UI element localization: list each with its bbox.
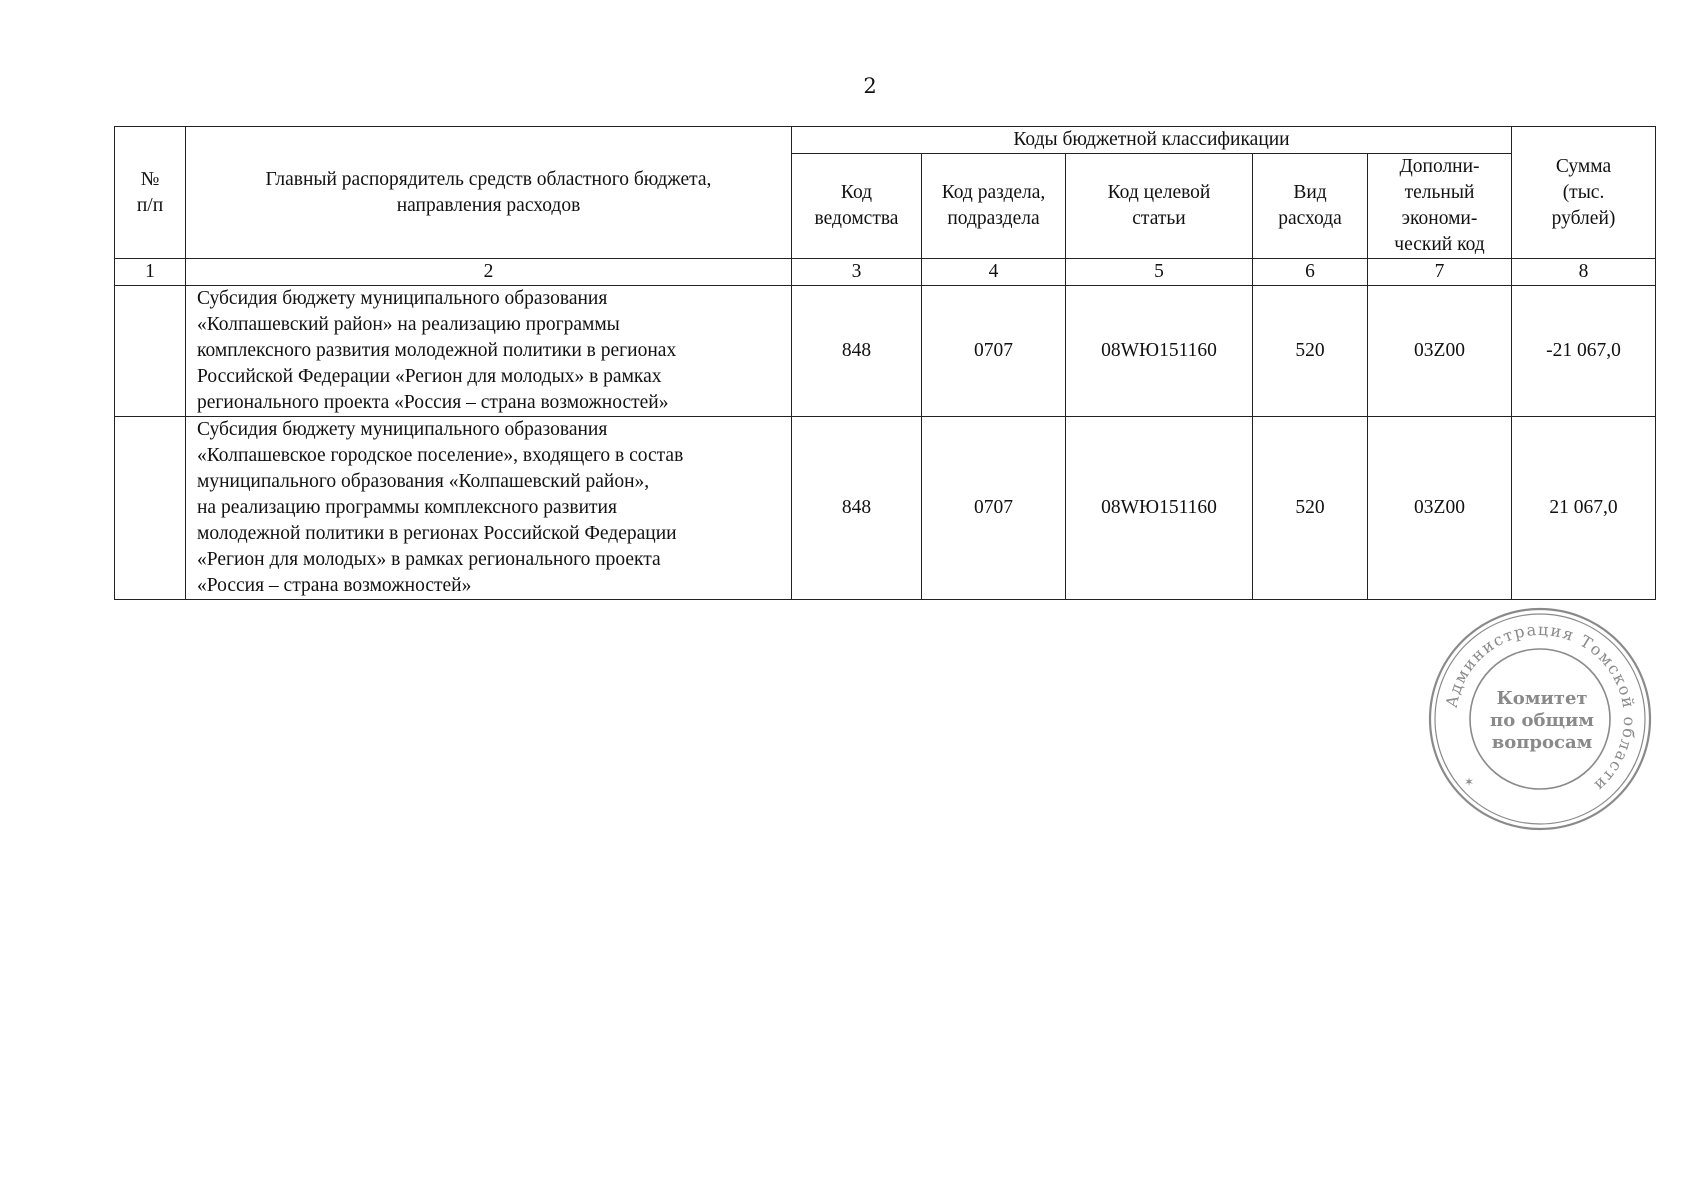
header-codes-group: Коды бюджетной классификации xyxy=(792,127,1512,154)
budget-table xyxy=(114,126,1656,600)
header-extra-code: Дополни- тельный экономи- ческий код xyxy=(1368,154,1512,259)
row-extra-code: 03Z00 xyxy=(1368,417,1512,600)
column-number: 7 xyxy=(1368,259,1512,286)
row-dept-code: 848 xyxy=(792,286,922,417)
row-number xyxy=(115,286,186,417)
stamp-center-line: по общим xyxy=(1490,710,1594,731)
header-expense-type: Вид расхода xyxy=(1253,154,1368,259)
row-section-code: 0707 xyxy=(922,417,1066,600)
row-description: Субсидия бюджету муниципального образования «Колпашевское городское поселение», входящего в состав муниципального образования «Колпашевский район», на реализацию программы комплексного развития молодежной политики в регионах Российской Федерации «Регион для молодых» в рамках регионального проекта «Россия – страна возможностей» xyxy=(186,417,792,600)
header-target-code: Код целевой статьи xyxy=(1066,154,1253,259)
column-number: 1 xyxy=(115,259,186,286)
row-expense-type: 520 xyxy=(1253,286,1368,417)
header-sum-column: Сумма (тыс. рублей) xyxy=(1512,127,1656,259)
row-target-code: 08WЮ151160 xyxy=(1066,417,1253,600)
header-number-column: № п/п xyxy=(115,127,186,259)
row-target-code: 08WЮ151160 xyxy=(1066,286,1253,417)
row-sum: 21 067,0 xyxy=(1512,417,1656,600)
header-name-column: Главный распорядитель средств областного бюджета, направления расходов xyxy=(186,127,792,259)
official-stamp xyxy=(1424,603,1656,835)
stamp-ring-text: Администрация Томской области xyxy=(1441,619,1640,796)
stamp-star-icon: ✶ xyxy=(1464,775,1475,789)
column-number: 6 xyxy=(1253,259,1368,286)
stamp-center-line: вопросам xyxy=(1491,732,1593,753)
column-number: 5 xyxy=(1066,259,1253,286)
column-number: 4 xyxy=(922,259,1066,286)
row-extra-code: 03Z00 xyxy=(1368,286,1512,417)
table-row xyxy=(115,286,1656,417)
header-dept-code: Код ведомства xyxy=(792,154,922,259)
row-number xyxy=(115,417,186,600)
header-section-code: Код раздела, подраздела xyxy=(922,154,1066,259)
column-number: 3 xyxy=(792,259,922,286)
table-row xyxy=(115,417,1656,600)
column-number: 8 xyxy=(1512,259,1656,286)
stamp-center-line: Комитет xyxy=(1496,688,1588,709)
row-section-code: 0707 xyxy=(922,286,1066,417)
row-description: Субсидия бюджету муниципального образования «Колпашевский район» на реализацию программы комплексного развития молодежной политики в регионах Российской Федерации «Регион для молодых» в рамках регионального проекта «Россия – страна возможностей» xyxy=(186,286,792,417)
row-sum: -21 067,0 xyxy=(1512,286,1656,417)
row-dept-code: 848 xyxy=(792,417,922,600)
row-expense-type: 520 xyxy=(1253,417,1368,600)
page-number: 2 xyxy=(863,74,877,98)
column-number-row xyxy=(115,259,1656,286)
column-number: 2 xyxy=(186,259,792,286)
